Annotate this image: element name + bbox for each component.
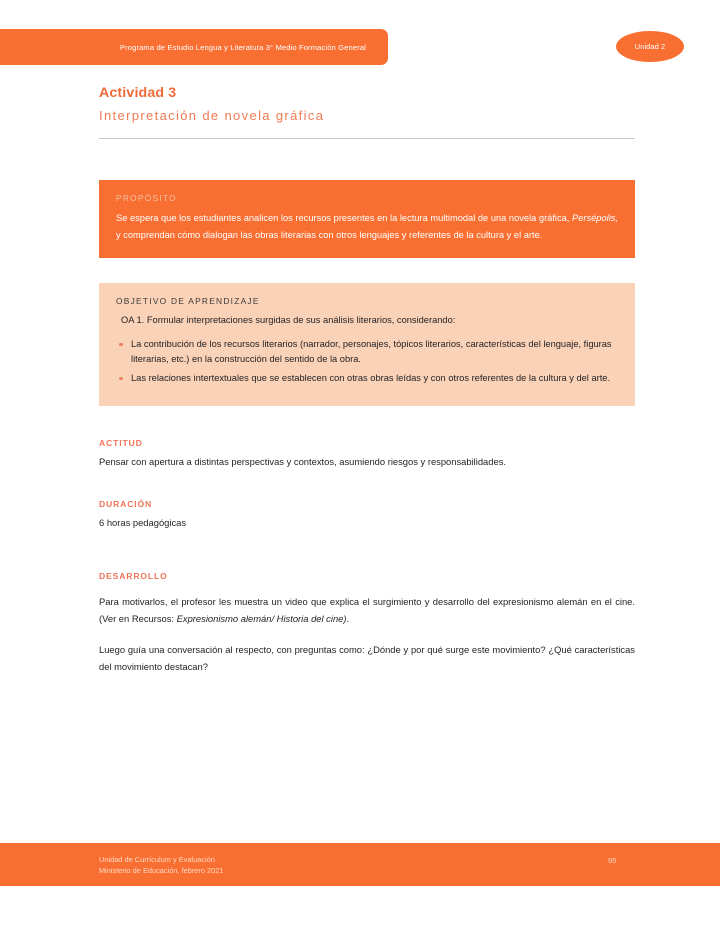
header-banner — [0, 29, 388, 65]
unit-badge — [616, 31, 684, 62]
actitud-section — [99, 438, 635, 469]
proposito-block — [99, 180, 635, 258]
title-block — [99, 84, 635, 126]
proposito-emphasis: Persépolis, — [572, 213, 618, 223]
actitud-label: ACTITUD — [99, 438, 143, 448]
page-subtitle: Interpretación de novela gráfica — [99, 108, 325, 124]
header-banner-label: Programa de Estudio Lengua y Literatura 3° Medio Formación General — [119, 42, 366, 52]
bullet-icon — [119, 377, 123, 381]
desarrollo-body — [99, 593, 635, 676]
duracion-label: DURACIÓN — [99, 499, 153, 509]
objetivo-list — [116, 337, 618, 386]
desarrollo-resource-emphasis: Expresionismo alemán/ Historia del cine) — [176, 613, 347, 625]
proposito-label: PROPÓSITO — [116, 193, 177, 203]
list-item — [116, 337, 618, 367]
page-header — [0, 29, 720, 65]
desarrollo-section — [99, 571, 635, 689]
duracion-section — [99, 499, 635, 530]
proposito-text-part-2: y comprendan cómo dialogan las obras literarias con otros lenguajes y referentes de la cultura y el arte. — [116, 229, 543, 240]
list-item — [116, 371, 618, 386]
bullet-icon — [119, 343, 123, 347]
unit-badge-label: Unidad 2 — [634, 42, 666, 51]
page-footer — [0, 843, 720, 886]
objetivo-intro: OA 1. Formular interpretaciones surgidas de sus análisis literarios, considerando: — [121, 315, 456, 325]
proposito-text-part-1: Se espera que los estudiantes analicen los recursos presentes en la lectura multimodal de una novela gráfica, — [116, 213, 572, 223]
desarrollo-paragraph — [99, 593, 635, 628]
duracion-text: 6 horas pedagógicas — [99, 517, 187, 528]
desarrollo-paragraph-part-1: Para motivarlos, el profesor les muestra un video que explica el surgimiento y desarrollo del expresionismo alemán en el cine. (Ver en Recursos: — [99, 596, 635, 625]
page-number: 95 — [608, 856, 617, 865]
footer-line-1: Unidad de Currículum y Evaluación — [99, 855, 215, 864]
desarrollo-label: DESARROLLO — [99, 571, 168, 581]
footer-line-2: Ministerio de Educación, febrero 2021 — [99, 866, 224, 876]
footer-credits — [99, 854, 223, 877]
page-title: Actividad 3 — [99, 85, 177, 101]
list-item-label: La contribución de los recursos literarios (narrador, personajes, tópicos literarios, características del lenguaje, figuras literarias, etc.) en la construcción del sentido de la obra. — [131, 338, 612, 364]
desarrollo-paragraph-part-2: . — [346, 613, 350, 625]
proposito-text — [116, 210, 618, 244]
actitud-text: Pensar con apertura a distintas perspectivas y contextos, asumiendo riesgos y responsabilidades. — [99, 456, 506, 467]
title-divider — [99, 138, 635, 139]
objetivo-block — [99, 283, 635, 406]
list-item-label: Las relaciones intertextuales que se establecen con otras obras leídas y con otros referentes de la cultura y del arte. — [131, 372, 611, 383]
objetivo-label: OBJETIVO DE APRENDIZAJE — [116, 296, 260, 306]
desarrollo-paragraph: Luego guía una conversación al respecto, con preguntas como: ¿Dónde y por qué surge este movimiento? ¿Qué características del movimiento destacan? — [99, 643, 635, 673]
